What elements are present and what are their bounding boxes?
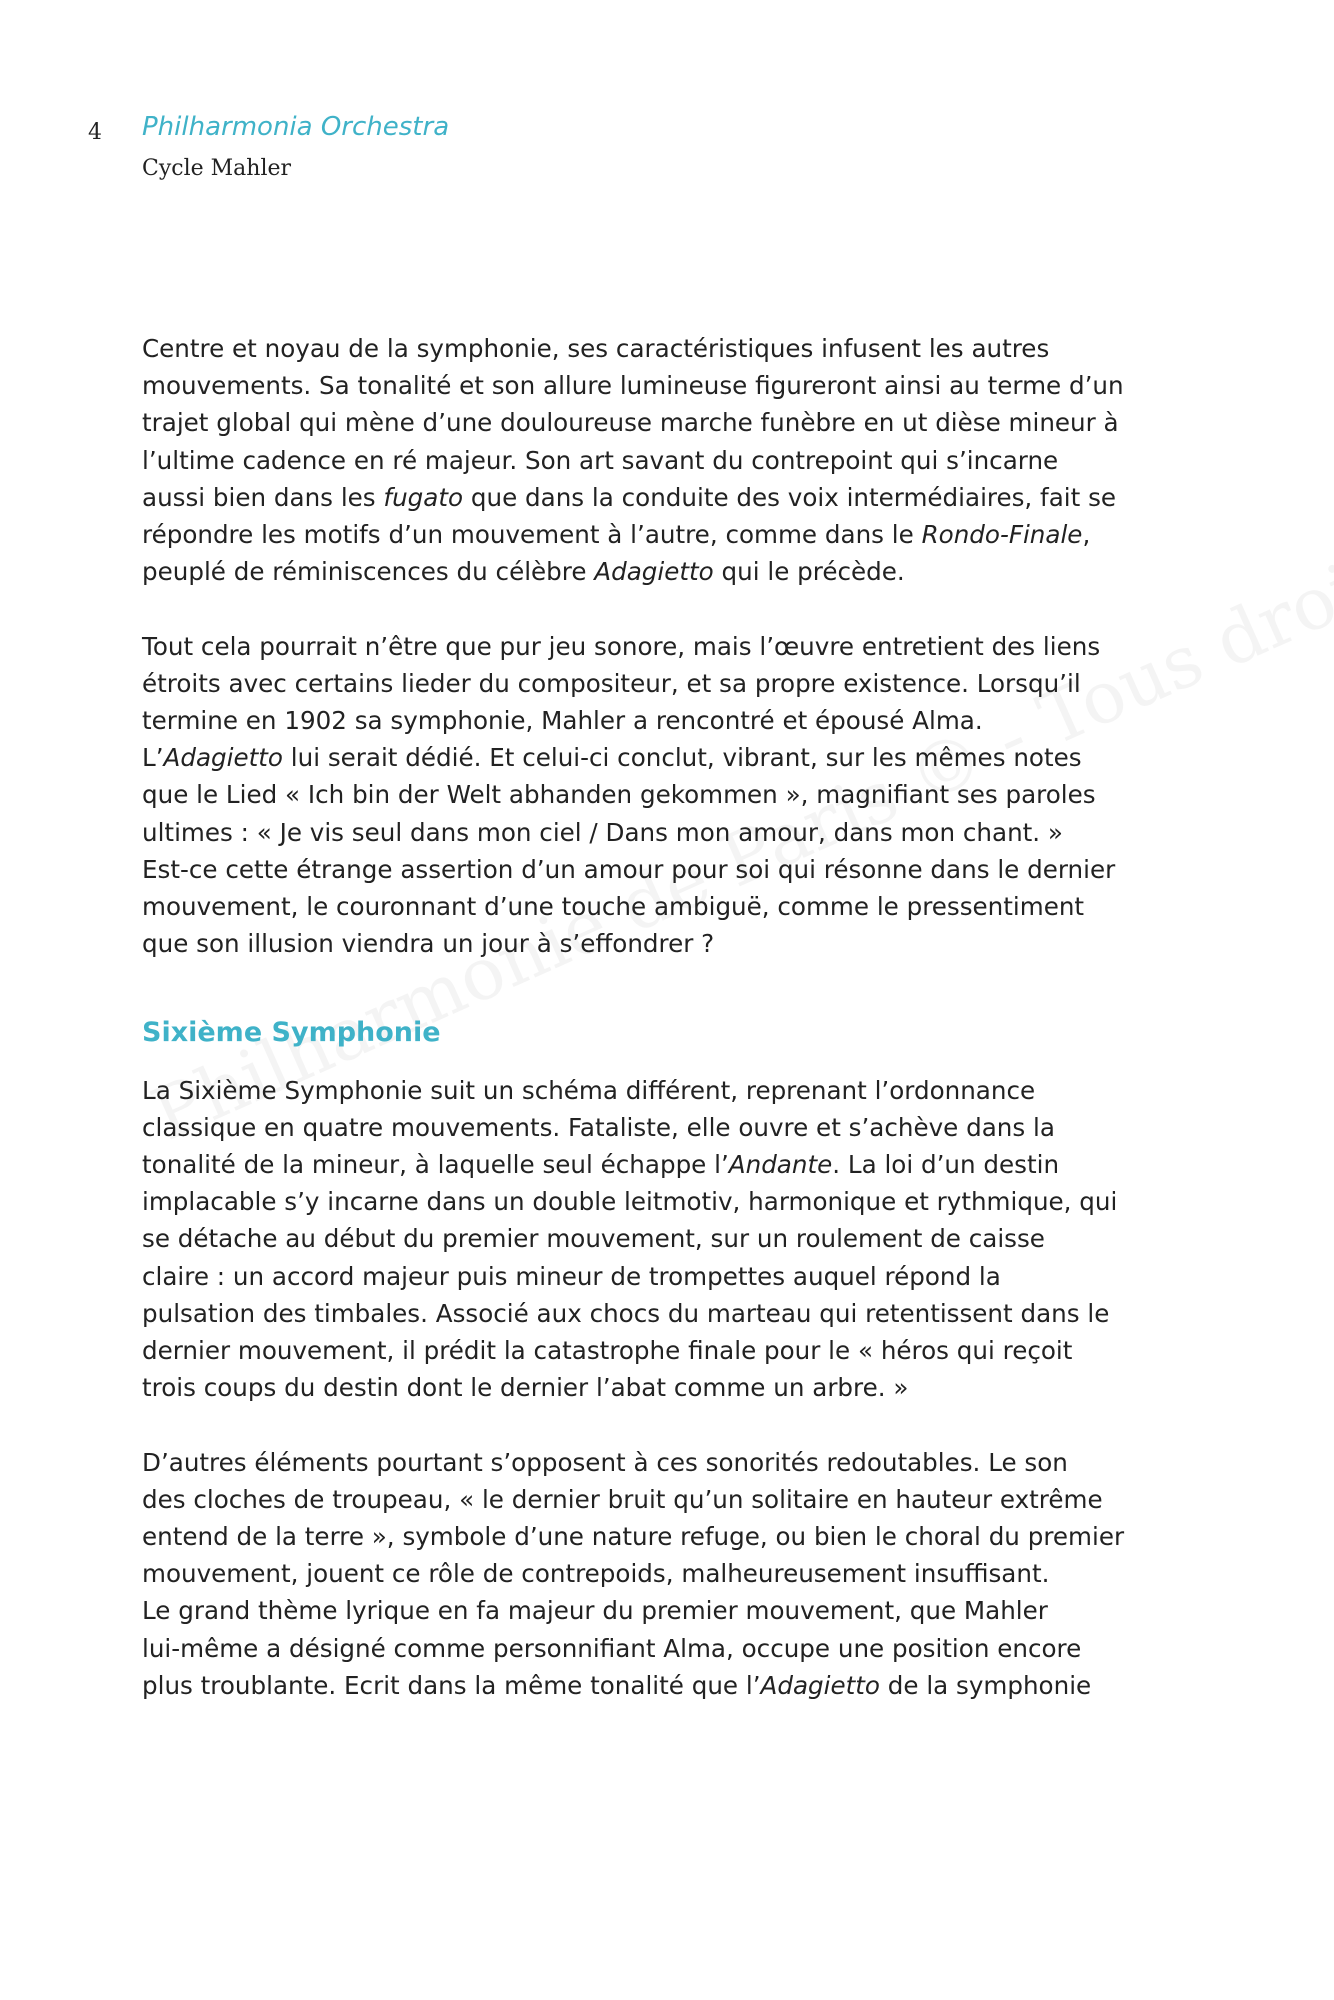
text-line: La Sixième Symphonie suit un schéma différent, reprenant l’ordonnance	[142, 1075, 1036, 1105]
section-title: Sixième Symphonie	[142, 1017, 441, 1049]
text-line: dernier mouvement, il prédit la catastrophe finale pour le « héros qui reçoit	[142, 1336, 1073, 1366]
text-line: L’Adagietto lui serait dédié. Et celui-ci conclut, vibrant, sur les mêmes notes	[142, 743, 1082, 773]
text-line: termine en 1902 sa symphonie, Mahler a rencontré et épousé Alma.	[142, 706, 983, 736]
text-line: D’autres éléments pourtant s’opposent à ces sonorités redoutables. Le son	[142, 1447, 1068, 1477]
paragraph-4	[142, 1444, 1202, 1704]
italic-term: fugato	[383, 482, 464, 512]
text-line: mouvement, le couronnant d’une touche ambiguë, comme le pressentiment	[142, 892, 1085, 922]
text-line: Le grand thème lyrique en fa majeur du premier mouvement, que Mahler	[142, 1596, 1048, 1626]
italic-term: Adagietto	[163, 743, 283, 773]
italic-term: Rondo-Finale	[921, 520, 1083, 550]
text-line: que son illusion viendra un jour à s’effondrer ?	[142, 929, 715, 959]
text-line: lui-même a désigné comme personnifiant Alma, occupe une position encore	[142, 1633, 1082, 1663]
paragraph-2	[142, 628, 1202, 963]
italic-term: Adagietto	[760, 1670, 880, 1700]
text-line: mouvement, jouent ce rôle de contrepoids, malheureusement insuffisant.	[142, 1559, 1050, 1589]
text-line: trajet global qui mène d’une douloureuse marche funèbre en ut dièse mineur à	[142, 408, 1119, 438]
text-line: des cloches de troupeau, « le dernier bruit qu’un solitaire en hauteur extrême	[142, 1484, 1103, 1514]
text-line: Tout cela pourrait n’être que pur jeu sonore, mais l’œuvre entretient des liens	[142, 631, 1101, 661]
text-line: l’ultime cadence en ré majeur. Son art savant du contrepoint qui s’incarne	[142, 445, 1059, 475]
page-number: 4	[88, 120, 102, 145]
paragraph-3	[142, 1072, 1202, 1407]
text-line: classique en quatre mouvements. Fataliste, elle ouvre et s’achève dans la	[142, 1112, 1055, 1142]
text-line: répondre les motifs d’un mouvement à l’autre, comme dans le Rondo-Finale,	[142, 520, 1091, 550]
text-line: que le Lied « Ich bin der Welt abhanden gekommen », magnifiant ses paroles	[142, 780, 1096, 810]
text-line: pulsation des timbales. Associé aux chocs du marteau qui retentissent dans le	[142, 1298, 1110, 1328]
text-line: ultimes : « Je vis seul dans mon ciel / Dans mon amour, dans mon chant. »	[142, 817, 1063, 847]
paragraph-1	[142, 330, 1202, 590]
text-line: entend de la terre », symbole d’une nature refuge, ou bien le choral du premier	[142, 1522, 1125, 1552]
publication-title: Philharmonia Orchestra	[142, 112, 450, 142]
text-line: plus troublante. Ecrit dans la même tonalité que l’Adagietto de la symphonie	[142, 1670, 1092, 1700]
text-line: mouvements. Sa tonalité et son allure lumineuse figureront ainsi au terme d’un	[142, 371, 1124, 401]
text-line: Centre et noyau de la symphonie, ses caractéristiques infusent les autres	[142, 334, 1050, 363]
text-line: trois coups du destin dont le dernier l’abat comme un arbre. »	[142, 1373, 909, 1403]
text-line: implacable s’y incarne dans un double leitmotiv, harmonique et rythmique, qui	[142, 1187, 1118, 1217]
body-text	[142, 330, 1202, 1704]
text-line: se détache au début du premier mouvement, sur un roulement de caisse	[142, 1224, 1045, 1254]
text-line: tonalité de la mineur, à laquelle seul échappe l’Andante. La loi d’un destin	[142, 1150, 1060, 1180]
italic-term: Andante	[728, 1150, 833, 1180]
text-line: claire : un accord majeur puis mineur de trompettes auquel répond la	[142, 1261, 1001, 1291]
text-line: peuplé de réminiscences du célèbre Adagietto qui le précède.	[142, 557, 905, 587]
text-line: aussi bien dans les fugato que dans la conduite des voix intermédiaires, fait se	[142, 482, 1117, 512]
text-line: étroits avec certains lieder du compositeur, et sa propre existence. Lorsqu’il	[142, 668, 1081, 698]
text-line: Est-ce cette étrange assertion d’un amour pour soi qui résonne dans le dernier	[142, 854, 1116, 884]
series-title: Cycle Mahler	[142, 156, 292, 181]
italic-term: Adagietto	[594, 557, 714, 587]
